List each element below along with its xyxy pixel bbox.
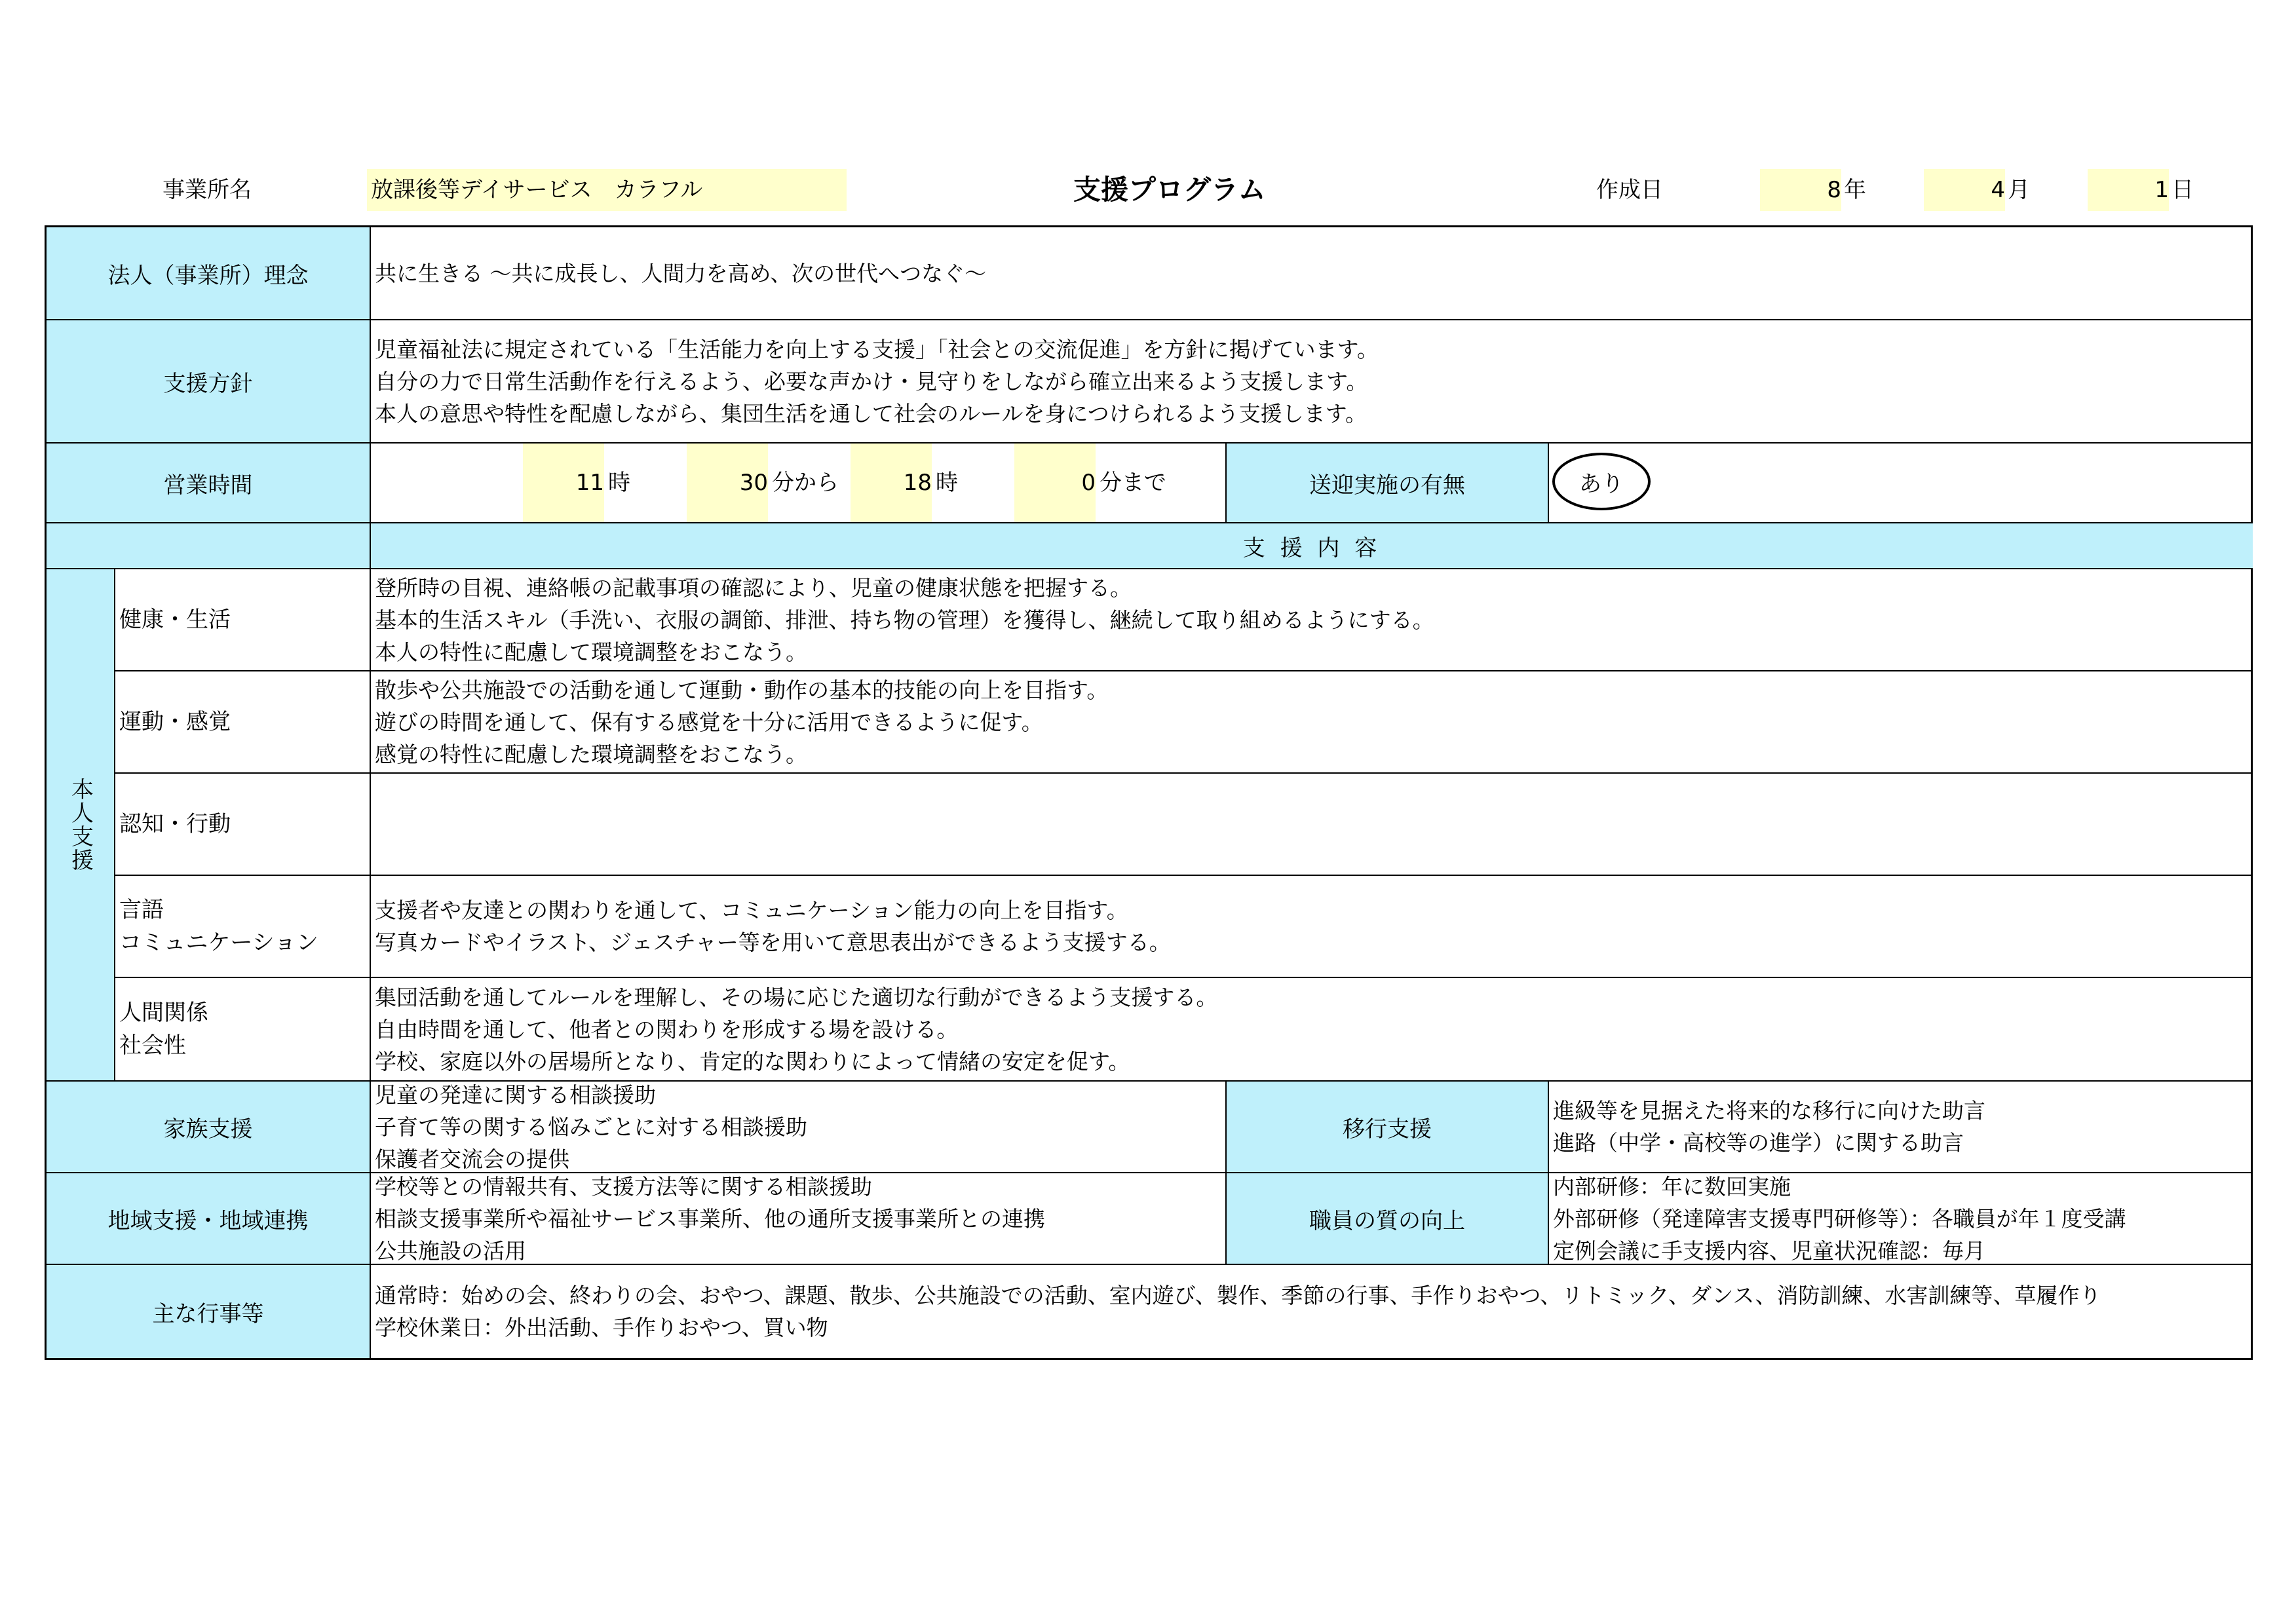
personal-row-line: 登所時の目視、連絡帳の記載事項の確認により、児童の健康状態を把握する。 [375, 575, 1132, 601]
personal-row-name [115, 569, 371, 671]
office-name-value: 放課後等デイサービス カラフル [367, 169, 847, 211]
staff-quality-line: 外部研修（発達障害支援専門研修等）：各職員が年１度受講 [1553, 1205, 2126, 1232]
created-year-value: 8 [1760, 169, 1841, 211]
policy-line: 本人の意思や特性を配慮しながら、集団生活を通して社会のルールを身につけられるよう支援します。 [375, 400, 1368, 426]
staff-quality-line: 定例会議に手支援内容、児童状況確認：毎月 [1553, 1237, 1985, 1264]
policy-text [371, 320, 2253, 444]
personal-row-line: 学校、家庭以外の居場所となり、肯定的な関わりによって情緒の安定を促す。 [375, 1048, 1130, 1074]
main-events-text [371, 1265, 2253, 1358]
personal-support-label [47, 569, 115, 1082]
personal-row-line: 遊びの時間を通して、保有する感覚を十分に活用できるように促す。 [375, 709, 1043, 735]
transition-support-text [1549, 1082, 2253, 1173]
personal-row-text [371, 569, 2253, 671]
philosophy-text [371, 227, 2253, 320]
staff-quality-label: 職員の質の向上 [1227, 1173, 1549, 1265]
staff-quality-text [1549, 1173, 2253, 1265]
family-support-text [371, 1082, 1227, 1173]
family-support-line: 保護者交流会の提供 [375, 1146, 569, 1172]
main-events-label: 主な行事等 [47, 1265, 371, 1358]
personal-row-line: 感覚の特性に配慮した環境調整をおこなう。 [375, 741, 807, 767]
philosophy-line: 共に生きる ～共に成長し、人間力を高め、次の世代へつなぐ～ [375, 260, 987, 286]
community-support-text [371, 1173, 1227, 1265]
personal-support-vertical-text: 本人支援 [67, 778, 94, 872]
personal-row-label: 言語 [119, 897, 164, 923]
end-minute-unit: 分まで [1100, 470, 1166, 496]
business-hours-cell [371, 444, 1227, 523]
page-title: 支援プログラム [1073, 174, 1266, 206]
transition-support-label: 移行支援 [1227, 1082, 1549, 1173]
transport-cell [1549, 444, 2253, 523]
start-hour-unit: 時 [608, 470, 630, 496]
transport-value-circled: あり [1552, 453, 1651, 510]
business-hours-label: 営業時間 [47, 444, 371, 523]
end-minute-value: 0 [1014, 444, 1096, 522]
main-events-line: 学校休業日：外出活動、手作りおやつ、買い物 [375, 1315, 828, 1340]
transport-label: 送迎実施の有無 [1227, 444, 1549, 523]
philosophy-label: 法人（事業所）理念 [47, 227, 371, 320]
community-support-line: 公共施設の活用 [375, 1237, 526, 1264]
support-program-table [45, 225, 2253, 1360]
support-header-spacer [47, 523, 371, 569]
policy-line: 児童福祉法に規定されている「生活能力を向上する支援」「社会との交流促進」を方針に掲げています。 [375, 336, 1379, 362]
personal-row-label: 人間関係 [119, 1000, 208, 1026]
personal-row-line: 自由時間を通して、他者との関わりを形成する場を設ける。 [375, 1016, 959, 1042]
created-day-value: 1 [2088, 169, 2169, 211]
start-minute-unit: 分から [772, 470, 839, 496]
created-date-label: 作成日 [1596, 177, 1663, 203]
personal-row-label: 認知・行動 [119, 811, 231, 837]
family-support-label: 家族支援 [47, 1082, 371, 1173]
personal-row-text [371, 774, 2253, 876]
personal-row-name [115, 774, 371, 876]
start-minute-value: 30 [687, 444, 768, 522]
personal-row-label: コミュニケーション [119, 930, 318, 956]
transition-support-line: 進路（中学・高校等の進学）に関する助言 [1553, 1130, 1964, 1156]
personal-row-text [371, 671, 2253, 774]
created-year-unit: 年 [1844, 177, 1866, 203]
personal-row-line: 支援者や友達との関わりを通して、コミュニケーション能力の向上を目指す。 [375, 897, 1128, 923]
office-name-label: 事業所名 [163, 177, 252, 203]
personal-row-line: 写真カードやイラスト、ジェスチャー等を用いて意思表出ができるよう支援する。 [375, 930, 1171, 955]
personal-row-label: 運動・感覚 [119, 709, 231, 735]
end-hour-value: 18 [851, 444, 932, 522]
personal-row-label: 健康・生活 [119, 607, 231, 633]
family-support-line: 子育て等の関する悩みごとに対する相談援助 [375, 1114, 807, 1140]
personal-row-name [115, 671, 371, 774]
created-month-value: 4 [1924, 169, 2005, 211]
transition-support-line: 進級等を見据えた将来的な移行に向けた助言 [1553, 1098, 1985, 1124]
staff-quality-line: 内部研修：年に数回実施 [1553, 1173, 1791, 1199]
policy-line: 自分の力で日常生活動作を行えるよう、必要な声かけ・見守りをしながら確立出来るよう支援します。 [375, 368, 1368, 394]
personal-row-label: 社会性 [119, 1032, 186, 1059]
personal-row-name [115, 876, 371, 978]
start-hour-value: 11 [523, 444, 604, 522]
personal-row-text [371, 978, 2253, 1082]
personal-row-text [371, 876, 2253, 978]
community-support-line: 学校等との情報共有、支援方法等に関する相談援助 [375, 1173, 872, 1199]
personal-row-line: 基本的生活スキル（手洗い、衣服の調節、排泄、持ち物の管理）を獲得し、継続して取り組めるようにする。 [375, 607, 1434, 633]
personal-row-line: 集団活動を通してルールを理解し、その場に応じた適切な行動ができるよう支援する。 [375, 984, 1218, 1010]
support-content-header: 支 援 内 容 [371, 523, 2253, 569]
personal-row-line: 散歩や公共施設での活動を通して運動・動作の基本的技能の向上を目指す。 [375, 677, 1109, 703]
end-hour-unit: 時 [936, 470, 958, 496]
policy-label: 支援方針 [47, 320, 371, 444]
created-day-unit: 日 [2172, 177, 2194, 203]
created-month-unit: 月 [2008, 177, 2030, 203]
personal-row-name [115, 978, 371, 1082]
community-support-label: 地域支援・地域連携 [47, 1173, 371, 1265]
main-events-line: 通常時：始めの会、終わりの会、おやつ、課題、散歩、公共施設での活動、室内遊び、製作、季節の行事、手作りおやつ、リトミック、ダンス、消防訓練、水害訓練等、草履作り [375, 1283, 2101, 1308]
community-support-line: 相談支援事業所や福祉サービス事業所、他の通所支援事業所との連携 [375, 1205, 1045, 1232]
family-support-line: 児童の発達に関する相談援助 [375, 1082, 656, 1108]
personal-row-line: 本人の特性に配慮して環境調整をおこなう。 [375, 639, 807, 665]
